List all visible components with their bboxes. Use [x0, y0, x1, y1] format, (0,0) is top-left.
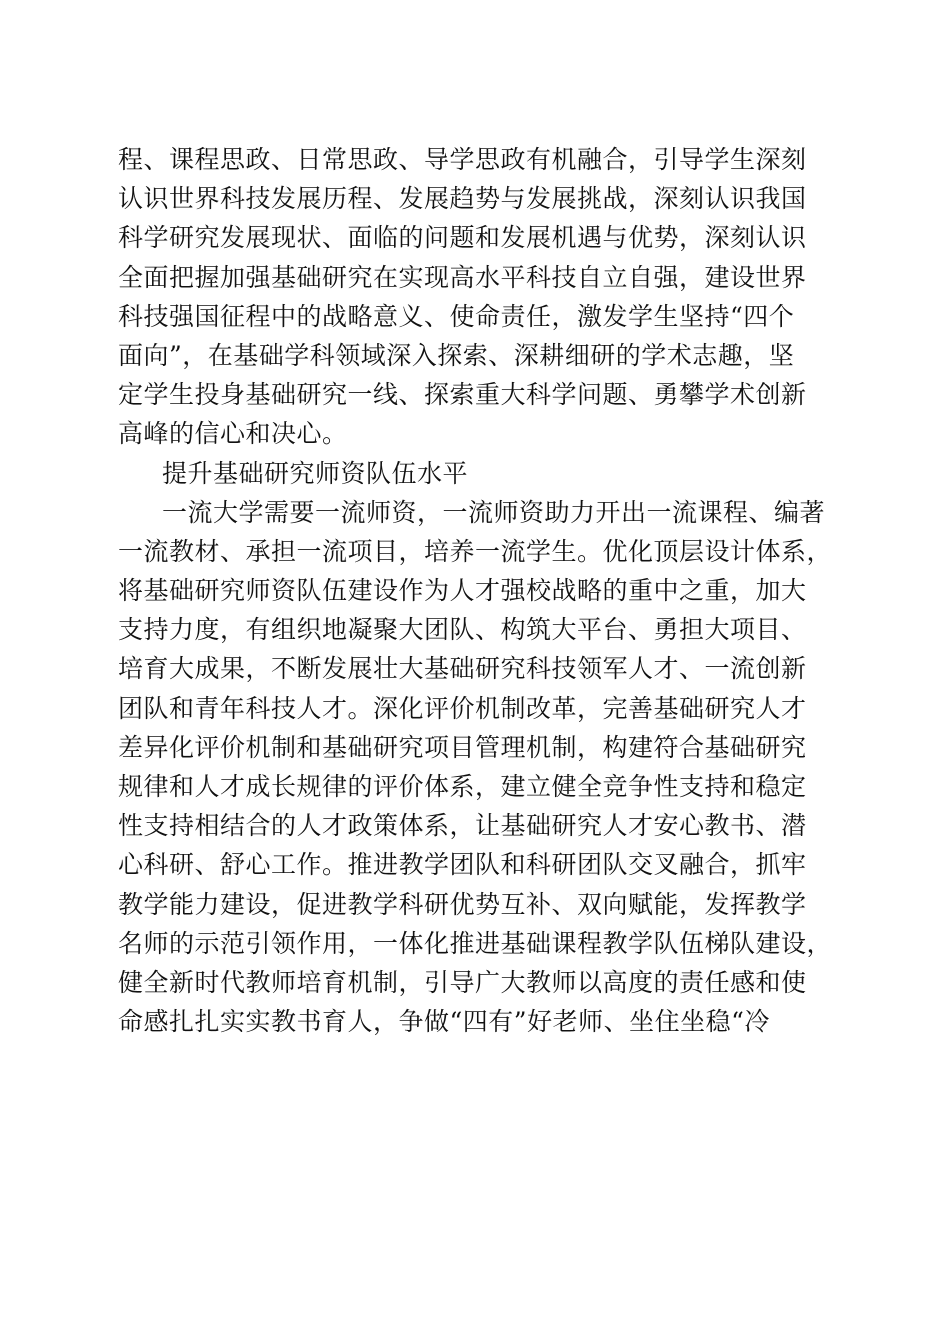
- paragraph-2-line: 差异化评价机制和基础研究项目管理机制，构建符合基础研究: [118, 732, 807, 762]
- paragraph-2-line: 教学能力建设，促进教学科研优势互补、双向赋能，发挥教学: [118, 889, 807, 919]
- document-body: [118, 140, 838, 1041]
- paragraph-2-line: 性支持相结合的人才政策体系，让基础研究人才安心教书、潜: [118, 811, 807, 841]
- paragraph-1-line: 科技强国征程中的战略意义、使命责任，激发学生坚持“四个: [118, 301, 795, 331]
- section-heading: 提升基础研究师资队伍水平: [162, 458, 469, 488]
- paragraph-2-line: 命感扎扎实实教书育人，争做“四有”好老师、坐住坐稳“冷: [118, 1007, 770, 1037]
- paragraph-1-line: 认识世界科技发展历程、发展趋势与发展挑战，深刻认识我国: [118, 184, 807, 214]
- paragraph-1-line: 全面把握加强基础研究在实现高水平科技自立自强，建设世界: [118, 262, 807, 292]
- paragraph-2-line: 支持力度，有组织地凝聚大团队、构筑大平台、勇担大项目、: [118, 615, 807, 645]
- paragraph-2-line: 名师的示范引领作用，一体化推进基础课程教学队伍梯队建设，: [118, 928, 833, 958]
- paragraph-1-line: 科学研究发展现状、面临的问题和发展机遇与优势，深刻认识: [118, 223, 807, 253]
- paragraph-2-line: 规律和人才成长规律的评价体系，建立健全竞争性支持和稳定: [118, 772, 807, 801]
- paragraph-1-line: 高峰的信心和决心。: [118, 419, 348, 449]
- paragraph-1-line: 程、课程思政、日常思政、导学思政有机融合，引导学生深刻: [118, 145, 807, 174]
- paragraph-1-line: 定学生投身基础研究一线、探索重大科学问题、勇攀学术创新: [118, 380, 807, 410]
- paragraph-2-line: 团队和青年科技人才。深化评价机制改革，完善基础研究人才: [118, 693, 807, 723]
- paragraph-2-line: 一流大学需要一流师资，一流师资助力开出一流课程、编著: [162, 497, 826, 527]
- paragraph-2-line: 培育大成果，不断发展壮大基础研究科技领军人才、一流创新: [118, 654, 807, 684]
- paragraph-2-line: 健全新时代教师培育机制，引导广大教师以高度的责任感和使: [118, 967, 807, 997]
- paragraph-2-line: 心科研、舒心工作。推进教学团队和科研团队交叉融合，抓牢: [118, 850, 807, 880]
- paragraph-1-line: 面向”，在基础学科领域深入探索、深耕细研的学术志趣，坚: [118, 340, 795, 370]
- paragraph-2-line: 一流教材、承担一流项目，培养一流学生。优化顶层设计体系，: [118, 536, 833, 566]
- paragraph-2-line: 将基础研究师资队伍建设作为人才强校战略的重中之重，加大: [118, 576, 807, 606]
